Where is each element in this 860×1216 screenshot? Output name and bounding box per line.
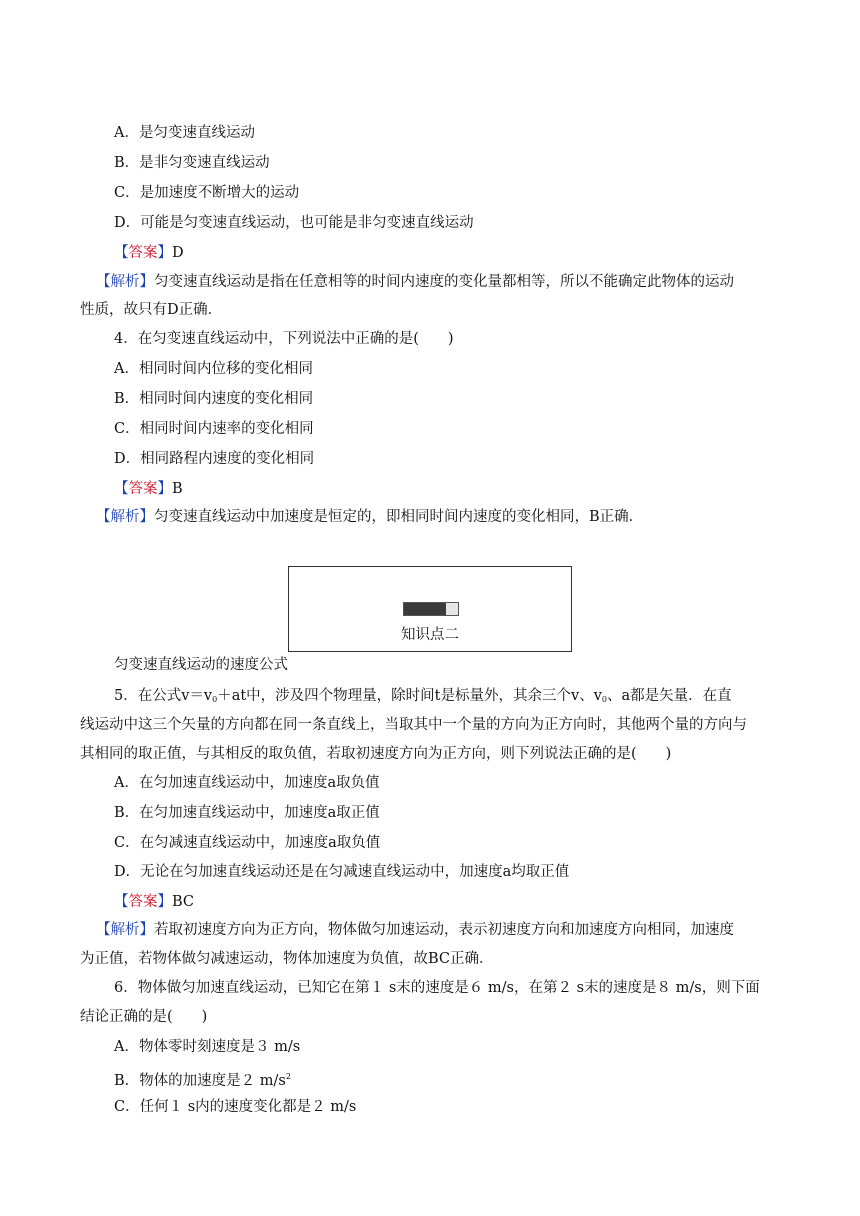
q4-option-b: B．相同时间内速度的变化相同 [114,391,314,407]
q4-option-c: C．相同时间内速率的变化相同 [114,421,314,437]
answer-value: B [172,481,183,497]
q6-option-b-text: B．物体的加速度是２ m/s [114,1073,286,1089]
analysis-label: 解析 [110,922,140,938]
q5-stem-part: 5．在公式v＝v [114,688,213,704]
superscript: 2 [285,1072,291,1081]
q4-answer: 【答案】B [114,481,183,497]
q6-option-a: A．物体零时刻速度是３ m/s [114,1039,301,1055]
q3-analysis-cont: 性质，故只有D正确． [80,302,223,318]
q5-stem-cont: 线运动中这三个矢量的方向都在同一条直线上，当取其中一个量的方向为正方向时，其他两个量的方向与 [80,717,747,733]
q3-analysis: 【解析】匀变速直线运动是指在任意相等的时间内速度的变化量都相等，所以不能确定此物体的运动 [96,274,734,290]
q6-stem-cont: 结论正确的是( ) [80,1009,208,1025]
q6-option-b [114,1067,291,1091]
answer-label: 答案 [128,481,158,497]
analysis-text: 匀变速直线运动中加速度是恒定的，即相同时间内速度的变化相同，B正确． [154,509,644,525]
analysis-text: 匀变速直线运动是指在任意相等的时间内速度的变化量都相等，所以不能确定此物体的运动 [154,274,734,290]
q4-stem: 4．在匀变速直线运动中，下列说法中正确的是( ) [114,331,454,347]
q5-stem-part: 、a都是矢量．在直 [606,688,732,704]
q5-answer: 【答案】BC [114,894,195,910]
q5-option-a: A．在匀加速直线运动中，加速度a取负值 [114,775,380,791]
q5-stem-part: ＋at中，涉及四个物理量，除时间t是标量外，其余三个v、v [217,688,602,704]
answer-value: D [172,245,184,261]
q5-option-c: C．在匀减速直线运动中，加速度a取负值 [114,835,381,851]
q5-analysis: 【解析】若取初速度方向为正方向，物体做匀加速运动，表示初速度方向和加速度方向相同，加速度 [96,922,734,938]
q3-answer: 【答案】D [114,245,184,261]
knowledge-point-box [288,566,572,652]
answer-label: 答案 [128,245,158,261]
knowledge-title: 知识点二 [401,627,459,643]
q6-stem: 6．物体做匀加速直线运动，已知它在第１ s末的速度是６ m/s，在第２ s末的速度是８ m/s，则下面 [114,980,760,996]
analysis-text: 若取初速度方向为正方向，物体做匀加速运动，表示初速度方向和加速度方向相同，加速度 [154,922,734,938]
subscript: 0 [212,695,218,704]
q3-option-d: D．可能是匀变速直线运动，也可能是非匀变速直线运动 [114,215,474,231]
knowledge-bar-icon [403,602,459,616]
analysis-label: 解析 [110,274,140,290]
q5-stem [114,686,732,710]
q5-analysis-cont: 为正值，若物体做匀减速运动，物体加速度为负值，故BC正确． [80,951,494,967]
knowledge-subtitle: 匀变速直线运动的速度公式 [114,657,288,673]
subscript: 0 [601,695,607,704]
q5-option-d: D．无论在匀加速直线运动还是在匀减速直线运动中，加速度a均取正值 [114,864,570,880]
q3-option-a: A．是匀变速直线运动 [114,125,255,141]
answer-label: 答案 [128,894,158,910]
q5-stem-cont: 其相同的取正值，与其相反的取负值，若取初速度方向为正方向，则下列说法正确的是( ) [80,746,672,762]
q5-option-b: B．在匀加速直线运动中，加速度a取正值 [114,805,380,821]
analysis-label: 解析 [110,509,140,525]
q4-option-d: D．相同路程内速度的变化相同 [114,451,315,467]
q6-option-c: C．任何１ s内的速度变化都是２ m/s [114,1099,357,1115]
q4-option-a: A．相同时间内位移的变化相同 [114,361,313,377]
q4-analysis: 【解析】匀变速直线运动中加速度是恒定的，即相同时间内速度的变化相同，B正确． [96,509,644,525]
q3-option-b: B．是非匀变速直线运动 [114,155,270,171]
answer-value: BC [172,894,195,910]
q3-option-c: C．是加速度不断增大的运动 [114,185,300,201]
